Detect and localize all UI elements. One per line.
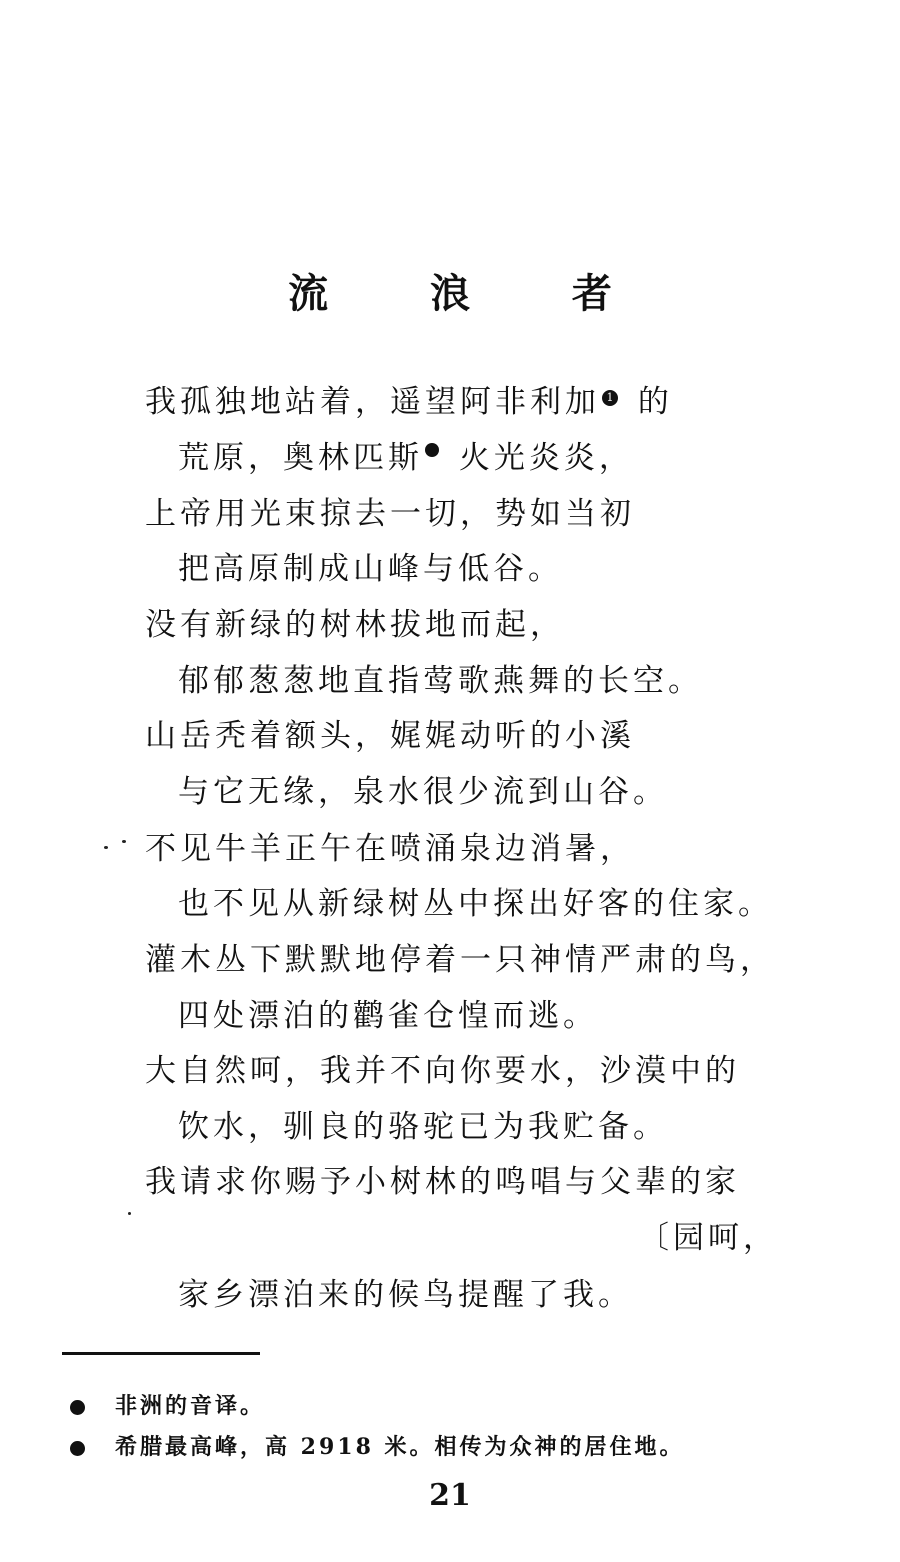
footnote-2-text: 希腊最高峰，高 2918 米。相传为众神的居住地。 [115,1434,685,1460]
poem-line-15: 我请求你赐予小树林的鸣唱与父辈的家 [145,1164,740,1200]
footnote-2 [70,1432,685,1462]
poem-line-1 [145,382,673,422]
poem-line-6: 郁郁葱葱地直指莺歌燕舞的长空。 [178,663,703,699]
footnote-marker-icon [425,443,439,457]
poem-line-2 [178,438,634,478]
poem-line-3: 上帝用光束掠去一切，势如当初 [145,496,635,532]
poem-line-8: 与它无缘，泉水很少流到山谷。 [178,774,668,810]
footnote-bullet-icon [70,1400,85,1415]
scan-speck [122,840,126,843]
poem-line-1-tail: 的 [624,384,673,420]
poem-line-9: 不见牛羊正午在喷涌泉边消暑， [145,831,635,867]
poem-title: 流 浪 者 [288,270,656,317]
poem-line-13: 大自然呵，我并不向你要水，沙漠中的 [145,1053,740,1089]
poem-line-2-text: 荒原，奥林匹斯 [178,440,423,476]
poem-line-16: 家乡漂泊来的候鸟提醒了我。 [178,1277,633,1313]
footnote-1 [70,1391,265,1421]
poem-line-14: 饮水，驯良的骆驼已为我贮备。 [178,1109,668,1145]
poem-line-1-text: 我孤独地站着，遥望阿非利加 [145,384,600,420]
poem-line-10: 也不见从新绿树丛中探出好客的住家。 [178,886,773,922]
poem-line-12: 四处漂泊的鹳雀仓惶而逃。 [178,998,598,1034]
footnote-1-text: 非洲的音译。 [115,1393,266,1419]
scan-speck [128,1212,131,1215]
poem-line-4: 把高原制成山峰与低谷。 [178,551,563,587]
footnote-bullet-icon [70,1441,85,1456]
poem-line-15-continuation: 〔园呵， [638,1220,778,1256]
page-number: 21 [429,1478,471,1513]
poem-line-2-tail: 火光炎炎， [445,440,634,476]
poem-line-11: 灌木丛下默默地停着一只神情严肃的鸟， [145,942,775,978]
footnote-marker-icon: 1 [602,390,618,406]
footnote-rule [62,1352,260,1355]
poem-line-5: 没有新绿的树林拔地而起， [145,607,565,643]
scan-speck [104,846,108,849]
poem-line-7: 山岳秃着额头，娓娓动听的小溪 [145,718,635,754]
